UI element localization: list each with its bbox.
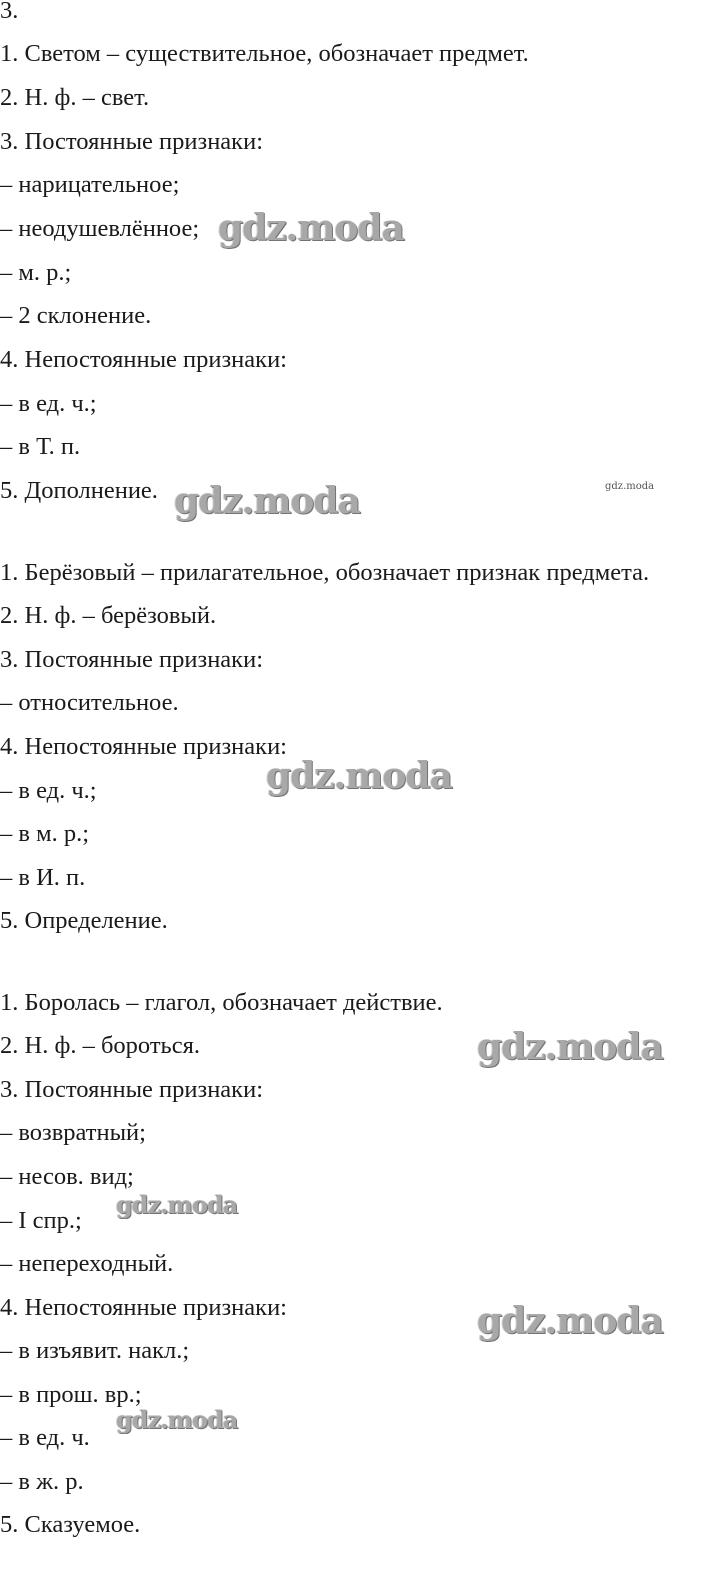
s2-line-3: 3. Постоянные признаки:: [0, 646, 264, 673]
s2-line-4: – относительное.: [0, 689, 179, 716]
task-number: 3.: [0, 0, 19, 24]
s3-line-10: – в прош. вр.;: [0, 1381, 142, 1408]
s3-line-9: – в изъявит. накл.;: [0, 1337, 190, 1364]
s3-line-8: 4. Непостоянные признаки:: [0, 1294, 287, 1321]
s1-line-8: 4. Непостоянные признаки:: [0, 346, 287, 373]
s1-line-10: – в Т. п.: [0, 433, 81, 460]
s1-line-1: 1. Светом – существительное, обозначает предмет.: [0, 40, 529, 67]
s3-line-5: – несов. вид;: [0, 1163, 134, 1190]
s1-line-5: – неодушевлённое;: [0, 215, 200, 242]
s1-line-3: 3. Постоянные признаки:: [0, 128, 264, 155]
s3-line-1: 1. Боролась – глагол, обозначает действие.: [0, 989, 443, 1016]
s3-line-2: 2. Н. ф. – бороться.: [0, 1032, 200, 1059]
watermark: gdz.moda: [605, 481, 655, 492]
watermark: gdz.moda: [477, 1026, 663, 1068]
s1-line-7: – 2 склонение.: [0, 302, 152, 329]
s3-line-4: – возвратный;: [0, 1119, 146, 1146]
s2-line-5: 4. Непостоянные признаки:: [0, 733, 287, 760]
s3-line-12: – в ж. р.: [0, 1468, 84, 1495]
watermark: gdz.moda: [266, 755, 452, 797]
s1-line-6: – м. р.;: [0, 259, 72, 286]
s1-line-2: 2. Н. ф. – свет.: [0, 84, 150, 111]
s2-line-7: – в м. р.;: [0, 820, 90, 847]
s2-line-9: 5. Определение.: [0, 907, 168, 934]
s2-line-6: – в ед. ч.;: [0, 777, 97, 804]
watermark: gdz.moda: [477, 1300, 663, 1342]
watermark: gdz.moda: [174, 480, 360, 522]
s1-line-11: 5. Дополнение.: [0, 477, 158, 504]
s1-line-4: – нарицательное;: [0, 171, 180, 198]
s3-line-7: – непереходный.: [0, 1250, 174, 1277]
s3-line-3: 3. Постоянные признаки:: [0, 1076, 264, 1103]
s3-line-6: – I спр.;: [0, 1207, 82, 1234]
s3-line-13: 5. Сказуемое.: [0, 1511, 141, 1538]
s1-line-9: – в ед. ч.;: [0, 390, 97, 417]
watermark: gdz.moda: [116, 1190, 238, 1219]
s3-line-11: – в ед. ч.: [0, 1424, 90, 1451]
watermark: gdz.moda: [218, 207, 404, 249]
watermark: gdz.moda: [116, 1405, 238, 1434]
s2-line-1: 1. Берёзовый – прилагательное, обозначает признак предмета.: [0, 559, 650, 586]
s2-line-2: 2. Н. ф. – берёзовый.: [0, 602, 217, 629]
s2-line-8: – в И. п.: [0, 864, 86, 891]
